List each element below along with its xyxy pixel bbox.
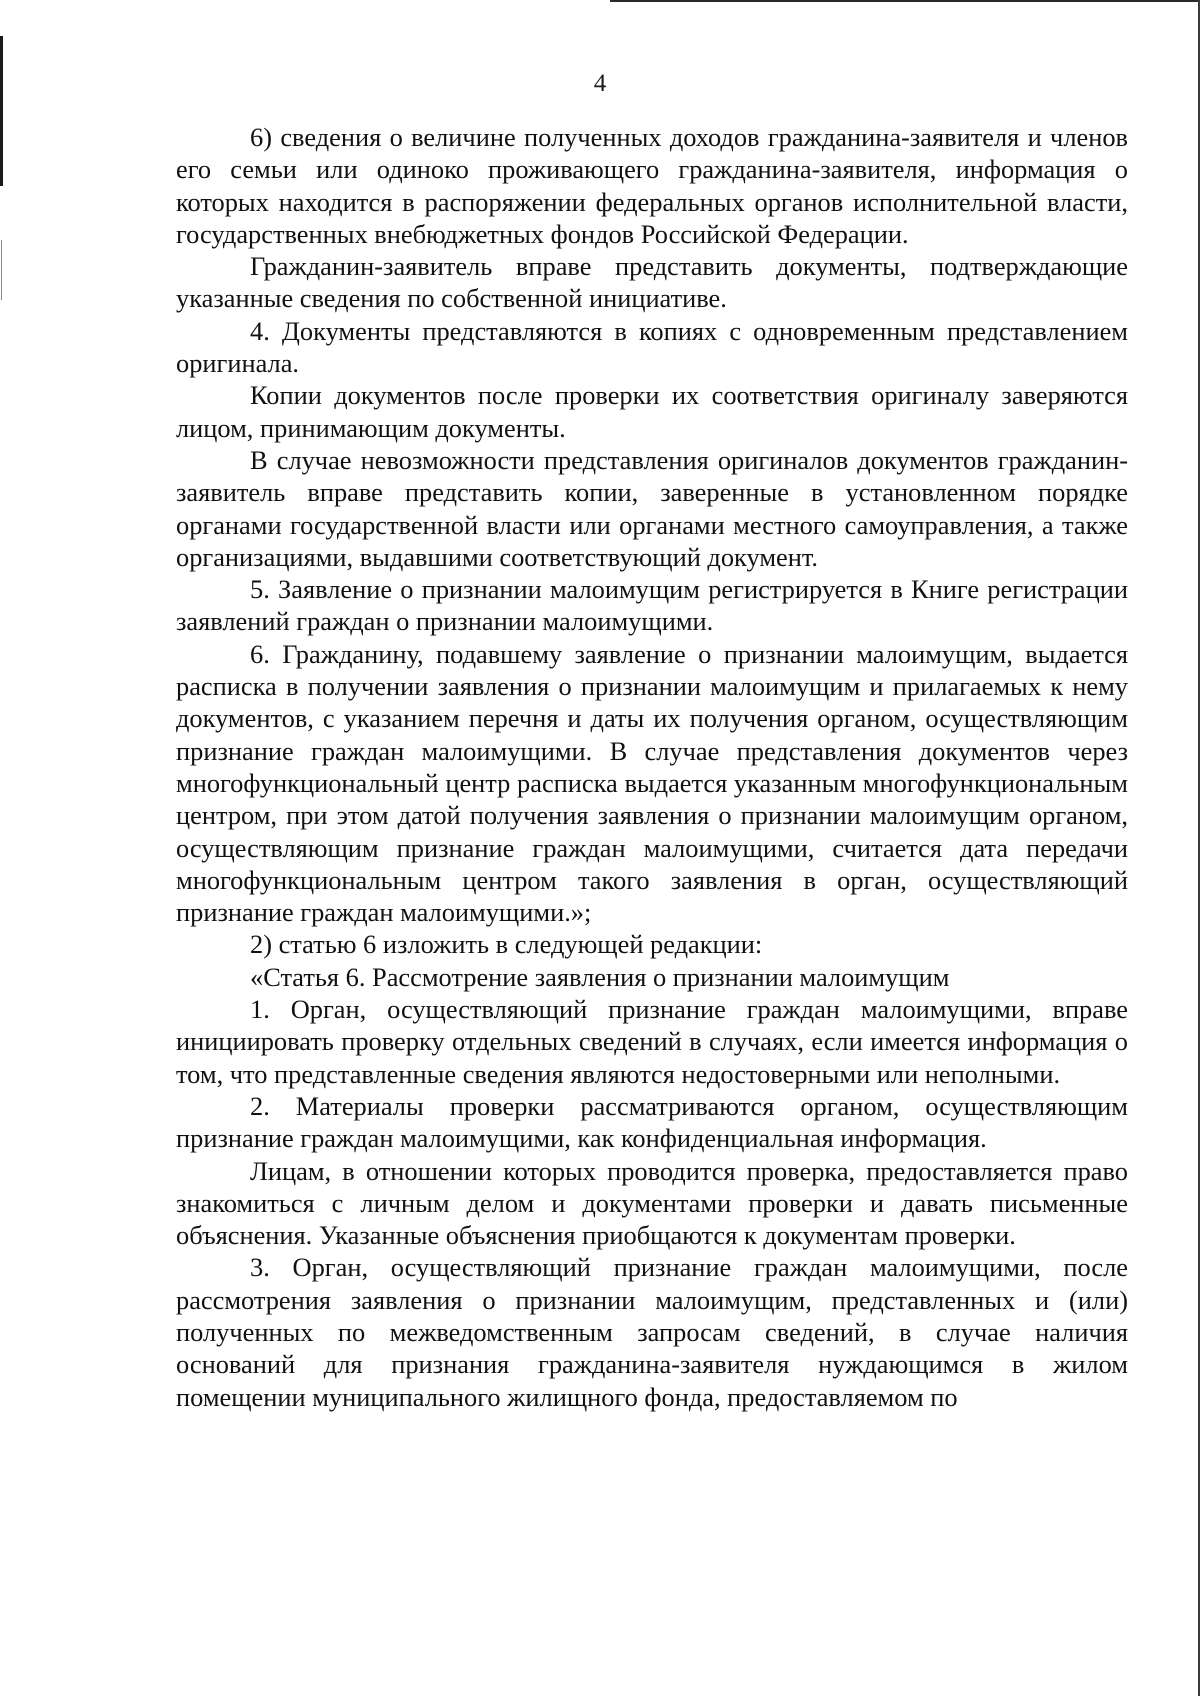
article-6-heading: «Статья 6. Рассмотрение заявления о признании малоимущим — [250, 961, 950, 992]
scan-edge-left — [0, 36, 3, 186]
scan-edge-left-mark — [1, 240, 2, 300]
scan-edge-top — [610, 0, 1200, 2]
paragraph-article-6-point-2: 2. Материалы проверки рассматриваются органом, осуществляющим признание граждан малоимущими, как конфиденциальная информация. — [176, 1090, 1128, 1154]
paragraph-item-6-income-info: 6) сведения о величине полученных доходов гражданина-заявителя и членов его семьи или одиноко проживающего гражданина-заявителя, информация о которых находится в распоряжении федеральных органов исполнительной власти, государственных внебюджетных фондов Российской Федерации. — [176, 122, 1128, 249]
paragraph-own-initiative: Гражданин-заявитель вправе представить документы, подтверждающие указанные сведения по собственной инициативе. — [176, 251, 1128, 314]
document-body — [176, 121, 1128, 1413]
paragraph-5-registration: 5. Заявление о признании малоимущим регистрируется в Книге регистрации заявлений граждан о признании малоимущими. — [176, 574, 1128, 637]
paragraph-4-copies: 4. Документы представляются в копиях с одновременным представлением оригинала. — [176, 315, 1128, 379]
paragraph-copies-certified: Копии документов после проверки их соответствия оригиналу заверяются лицом, принимающим документы. — [176, 380, 1128, 443]
paragraph-6-receipt: 6. Гражданину, подавшему заявление о признании малоимущим, выдается расписка в получении заявления о признании малоимущим и прилагаемых к нему документов, с указанием перечня и даты их получения органом, осуществляющим признание граждан малоимущими. В случае представления документов через многофункциональный центр расписка выдается указанным многофункциональным центром, при этом датой получения заявления о признании малоимущим органом, осуществляющим признание граждан малоимущими, считается дата передачи многофункциональным центром такого заявления в орган, осуществляющий признание граждан малоимущими.»; — [176, 638, 1128, 928]
paragraph-article-6-amendment: 2) статью 6 изложить в следующей редакции: — [250, 929, 763, 960]
paragraph-originals-unavailable: В случае невозможности представления оригиналов документов гражданин-заявитель вправе представить копии, заверенные в установленном порядке органами государственной власти или органами местного самоуправления, а также организациями, выдавшими соответствующий документ. — [176, 444, 1128, 572]
page-number: 4 — [593, 70, 607, 97]
paragraph-right-to-review: Лицам, в отношении которых проводится проверка, предоставляется право знакомиться с личным делом и документами проверки и давать письменные объяснения. Указанные объяснения приобщаются к документам проверки. — [176, 1155, 1128, 1251]
paragraph-article-6-point-1: 1. Орган, осуществляющий признание граждан малоимущими, вправе инициировать проверку отдельных сведений в случаях, если имеется информация о том, что представленные сведения являются недостоверными или неполными. — [176, 994, 1128, 1089]
paragraph-article-6-point-3: 3. Орган, осуществляющий признание граждан малоимущими, после рассмотрения заявления о признании малоимущим, представленных и (или) полученных по межведомственным запросам сведений, в случае наличия оснований для признания гражданина-заявителя нуждающимся в жилом помещении муниципального жилищного фонда, предоставляемом по — [176, 1252, 1128, 1412]
